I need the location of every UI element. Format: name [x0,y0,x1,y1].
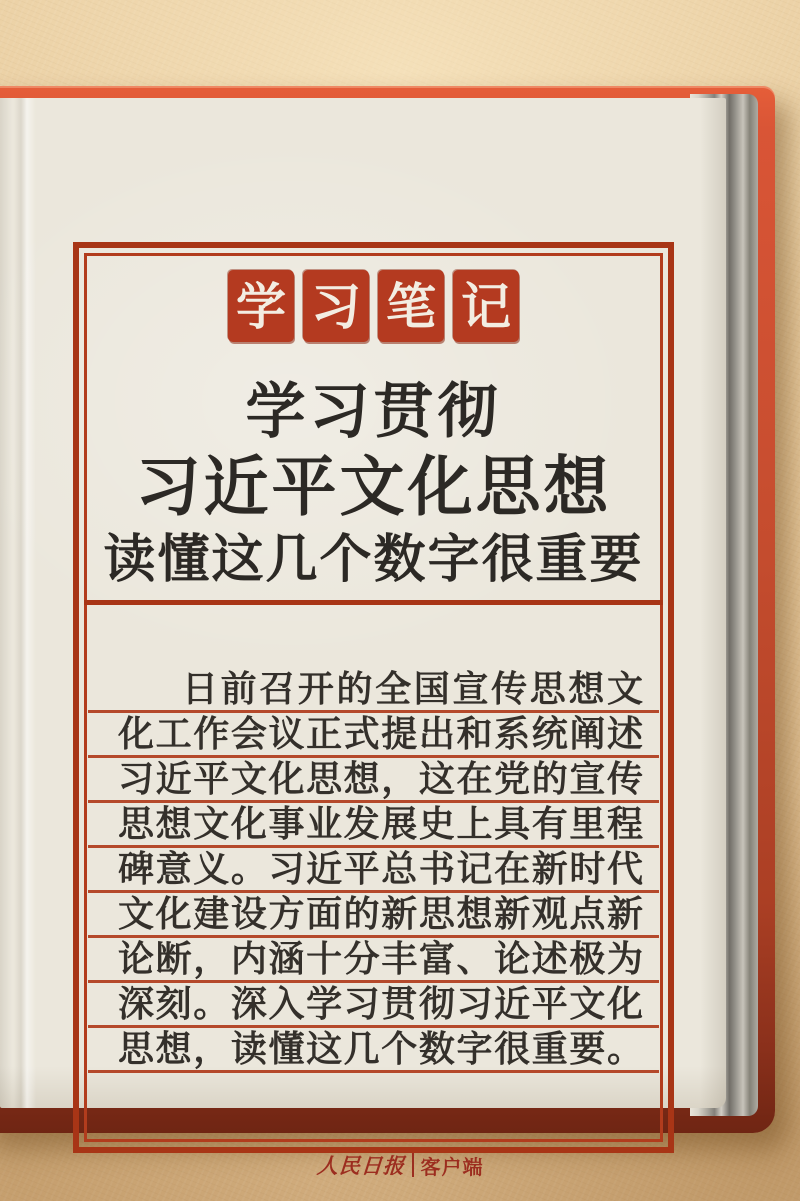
section-divider [84,600,663,605]
body-line: 思想文化事业发展史上具有里程 [88,803,659,848]
title-line-1: 学习贯彻 [245,377,502,447]
peoples-daily-logo: 人民日报 [315,1153,406,1178]
body-line: 日前召开的全国宣传思想文 [88,668,659,713]
title-line-3: 读懂这几个数字很重要 [103,529,644,590]
seal-stamp: 笔 [378,270,444,342]
body-line: 碑意义。习近平总书记在新时代 [88,848,659,893]
body-text [88,668,659,1073]
seal-stamp: 习 [303,270,369,342]
body-line: 文化建设方面的新思想新观点新 [88,893,659,938]
page-title [79,376,668,594]
brand-footer [0,1148,800,1182]
seal-stamp: 学 [228,270,294,342]
body-line: 思想，读懂这几个数字很重要。 [88,1028,659,1073]
body-line: 习近平文化思想，这在党的宣传 [88,758,659,803]
red-double-frame [73,242,674,1153]
logo-divider-bar [412,1153,414,1177]
body-line: 论断，内涵十分丰富、论述极为 [88,938,659,983]
body-line: 深刻。深入学习贯彻习近平文化 [88,983,659,1028]
client-label: 客户端 [420,1154,484,1179]
header-seal-stamps [79,270,668,342]
body-line: 化工作会议正式提出和系统阐述 [88,713,659,758]
seal-stamp: 记 [453,270,519,342]
title-line-2: 习近平文化思想 [135,449,612,525]
notebook-page [0,98,726,1108]
